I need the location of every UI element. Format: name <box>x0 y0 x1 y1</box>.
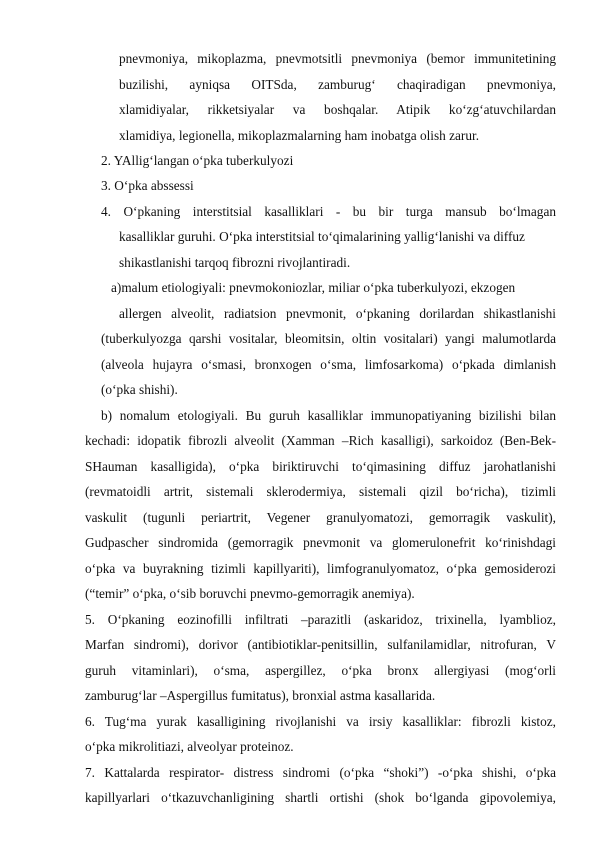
text-line: xlamidiyalar, rikketsiyalar va boshqalar. Atipik ko‘zg‘atuvchilardan <box>119 102 556 117</box>
text-line: buzilishi, ayniqsa OITSda, zamburug‘ chaqiradigan pnevmoniya, <box>119 77 556 92</box>
text-line: kechadi: idopatik fibrozli alveolit (Xamman –Rich kasalligi), sarkoidoz (Ben-Bek- <box>85 433 556 448</box>
list-item: 2. YAllig‘langan o‘pka tuberkulyozi <box>101 153 294 168</box>
list-item: 4. O‘pkaning interstitsial kasalliklari - bu bir turga mansub bo‘lmagan <box>101 204 556 219</box>
text-line: o‘pka mikrolitiazi, alveolyar proteinoz. <box>85 739 294 754</box>
text-line: shikastlanishi tarqoq fibrozni rivojlantiradi. <box>119 255 351 270</box>
text-line: (tuberkulyozga qarshi vositalar, bleomitsin, oltin vositalari) yangi malumotlarda <box>101 331 556 346</box>
text-line: vaskulit (tugunli periartrit, Vegener granulyomatozi, gemorragik vaskulit), <box>85 510 556 525</box>
text-line: kasalliklar guruhi. O‘pka interstitsial to‘qimalarining yallig‘lanishi va diffuz <box>119 229 525 244</box>
list-item: 6. Tug‘ma yurak kasalligining rivojlanishi va irsiy kasalliklar: fibrozli kistoz, <box>85 714 556 729</box>
list-item: 7. Kattalarda respirator- distress sindromi (o‘pka “shoki”) -o‘pka shishi, o‘pka <box>85 765 556 780</box>
text-line: (alveola hujayra o‘smasi, bronxogen o‘sma, limfosarkoma) o‘pkada dimlanish <box>101 357 556 372</box>
text-line: xlamidiya, legionella, mikoplazmalarning ham inobatga olish zarur. <box>119 128 480 143</box>
text-line: SHauman kasalligida), o‘pka biriktiruvchi to‘qimasining diffuz jarohatlanishi <box>85 459 556 474</box>
list-item: 3. O‘pka abssessi <box>101 178 194 193</box>
sub-item-heading: b) nomalum etologiyali. Bu guruh kasalliklar immunopatiyaning bizilishi bilan <box>101 408 556 423</box>
text-line: (o‘pka shishi). <box>101 382 178 397</box>
text-line: Gudpascher sindromida (gemorragik pnevmonit va glomerulonefrit ko‘rinishdagi <box>85 535 556 550</box>
text-line: (“temir” o‘pka, o‘sib boruvchi pnevmo-gemorragik anemiya). <box>85 586 415 601</box>
list-item: 5. O‘pkaning eozinofilli infiltrati –parazitli (askaridoz, trixinella, lyamblioz, <box>85 612 556 627</box>
sub-item-heading: a)malum etiologiyali: pnevmokoniozlar, miliar o‘pka tuberkulyozi, ekzogen <box>111 280 516 295</box>
text-line: zamburug‘lar –Aspergillus fumitatus), bronxial astma kasallarida. <box>85 688 436 703</box>
text-line: o‘pka va buyrakning tizimli kapillyariti), limfogranulyomatoz, o‘pka gemosiderozi <box>85 561 556 576</box>
text-line: allergen alveolit, radiatsion pnevmonit, o‘pkaning dorilardan shikastlanishi <box>119 306 556 321</box>
text-line: Marfan sindromi), dorivor (antibiotiklar-penitsillin, sulfanilamidlar, nitrofuran, V <box>85 637 556 652</box>
text-line: pnevmoniya, mikoplazma, pnevmotsitli pnevmoniya (bemor immunitetining <box>119 51 556 66</box>
text-line: guruh vitaminlari), o‘sma, aspergillez, o‘pka bronx allergiyasi (mog‘orli <box>85 663 556 678</box>
text-line: kapillyarlari o‘tkazuvchanligining shartli ortishi (shok bo‘lganda gipovolemiya, <box>85 790 556 805</box>
text-line: (revmatoidli artrit, sistemali sklerodermiya, sistemali qizil bo‘richa), tizimli <box>85 484 556 499</box>
